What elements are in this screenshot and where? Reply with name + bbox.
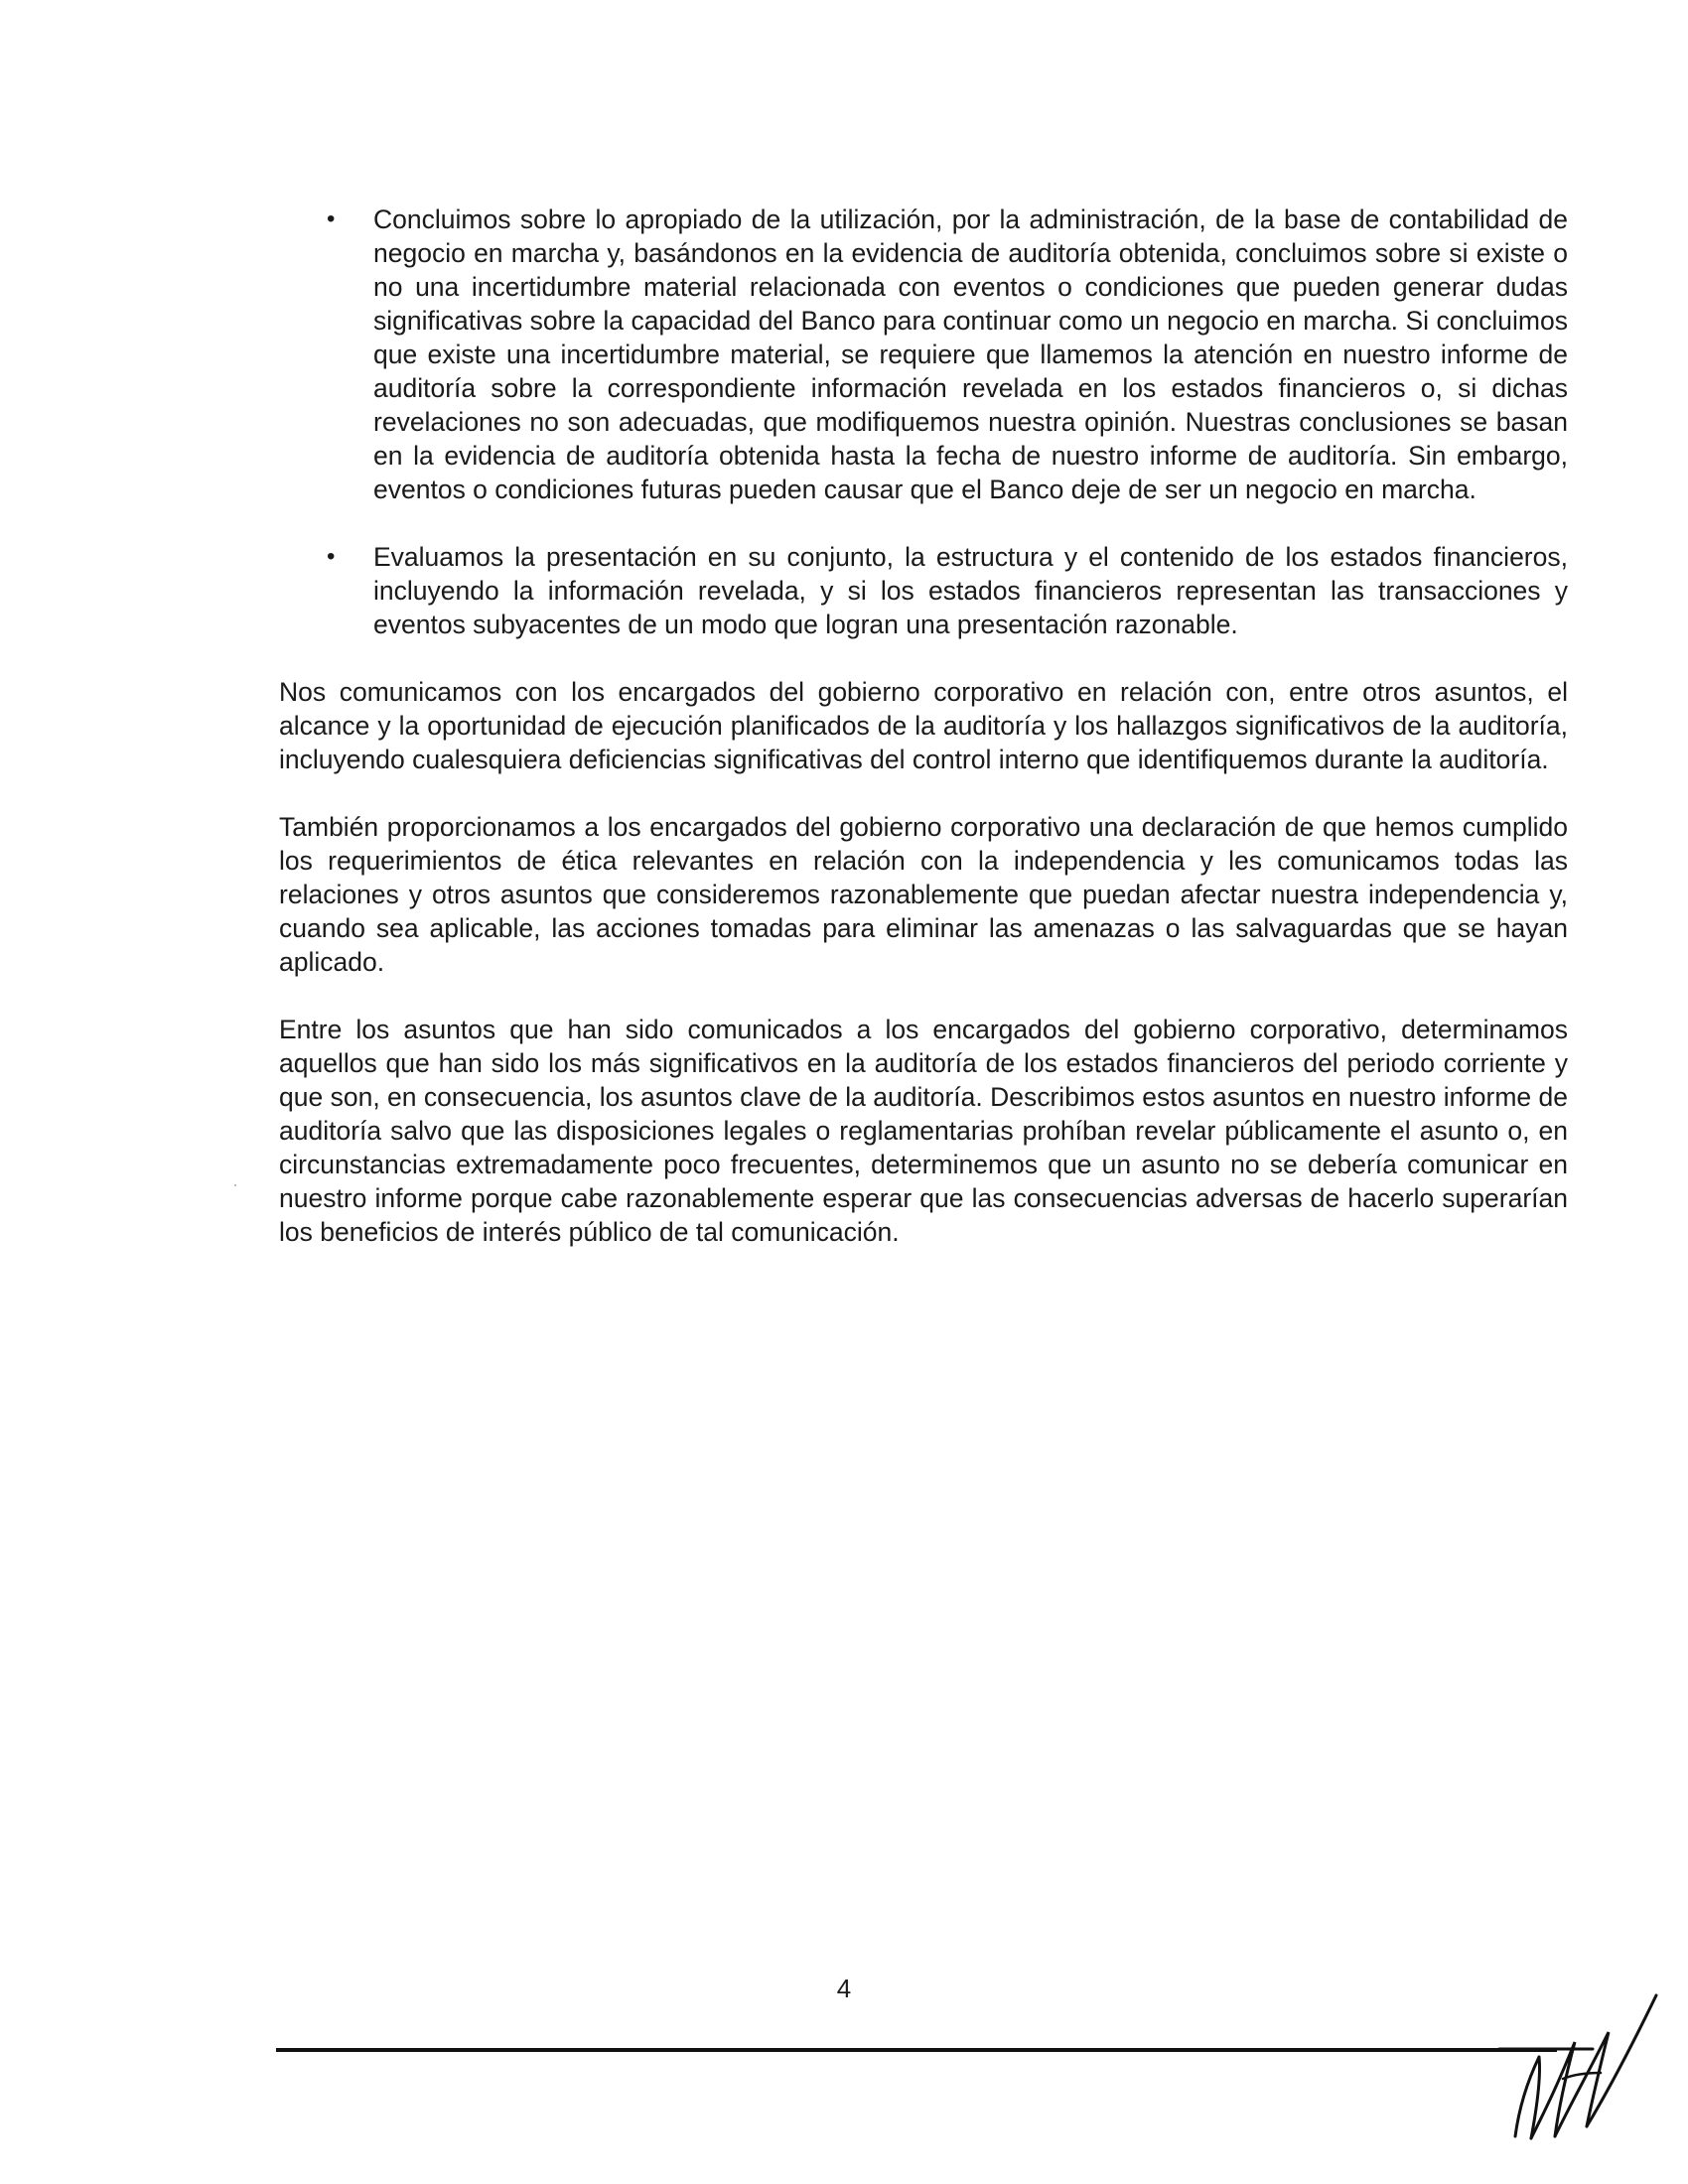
footer-rule [276, 2048, 1557, 2052]
paragraph-independence: También proporcionamos a los encargados del gobierno corporativo una declaración de que hemos cumplido los requerimientos de ética relevantes en relación con la independencia y les comunicamos todas las relaciones y otros asuntos que consideremos razonablemente que puedan afectar nuestra independencia y, cuando sea aplicable, las acciones tomadas para eliminar las amenazas o las salvaguardas que se hayan aplicado. [279, 812, 1568, 977]
bullet-item-going-concern [279, 203, 1568, 506]
bullet-item-presentation [279, 540, 1568, 641]
bullet-marker: • [327, 543, 336, 570]
paragraph-key-audit-matters: Entre los asuntos que han sido comunicados a los encargados del gobierno corporativo, determinamos aquellos que han sido los más significativos en la auditoría de los estados financieros del periodo corriente y que son, en consecuencia, los asuntos clave de la auditoría. Describimos estos asuntos en nuestro informe de auditoría salvo que las disposiciones legales o reglamentarias prohíban revelar públicamente el asunto o, en circunstancias extremadamente poco frecuentes, determinemos que un asunto no se debería comunicar en nuestro informe porque cabe razonablemente esperar que las consecuencias adversas de hacerlo superarían los beneficios de interés público de tal comunicación. [279, 1015, 1568, 1247]
paragraph-communication: Nos comunicamos con los encargados del gobierno corporativo en relación con, entre otros asuntos, el alcance y la oportunidad de ejecución planificados de la auditoría y los hallazgos significativos de la auditoría, incluyendo cualesquiera deficiencias significativas del control interno que identifiquemos durante la auditoría. [279, 677, 1568, 774]
signature-initials [1497, 1987, 1666, 2146]
bullet-text: Concluimos sobre lo apropiado de la utilización, por la administración, de la base de contabilidad de negocio en marcha y, basándonos en la evidencia de auditoría obtenida, concluimos sobre si existe o no una incertidumbre material relacionada con eventos o condiciones que pueden generar dudas significativas sobre la capacidad del Banco para continuar como un negocio en marcha. Si concluimos que existe una incertidumbre material, se requiere que llamemos la atención en nuestro informe de auditoría sobre la correspondiente información revelada en los estados financieros o, si dichas revelaciones no son adecuadas, que modifiquemos nuestra opinión. Nuestras conclusiones se basan en la evidencia de auditoría obtenida hasta la fecha de nuestro informe de auditoría. Sin embargo, eventos o condiciones futuras pueden causar que el Banco deje de ser un negocio en marcha. [373, 205, 1568, 504]
bullet-list [279, 203, 1568, 641]
scan-speck [234, 1184, 236, 1186]
bullet-text: Evaluamos la presentación en su conjunto, la estructura y el contenido de los estados financieros, incluyendo la información revelada, y si los estados financieros representan las transacciones y eventos subyacentes de un modo que logran una presentación razonable. [373, 542, 1568, 639]
document-body [279, 203, 1568, 1283]
page-number: 4 [836, 1974, 852, 2003]
bullet-marker: • [327, 205, 336, 232]
